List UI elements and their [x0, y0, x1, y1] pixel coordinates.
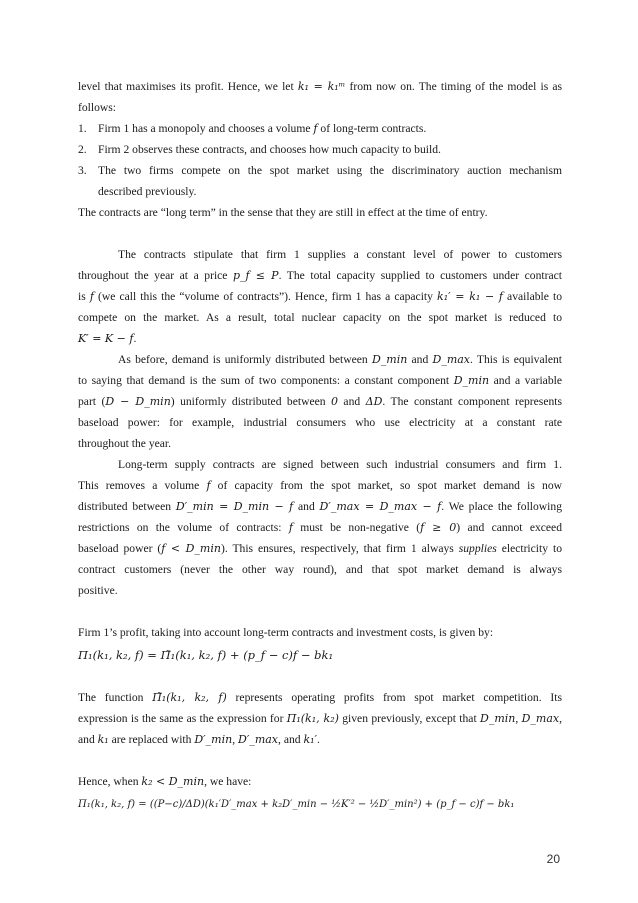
paragraph-4-line-4: baseload power: for example, industrial consumers who use electricity at a constant rate [78, 416, 562, 429]
math-k1-eq-k1m: k₁ = k₁ᵐ [297, 80, 346, 93]
paragraph-3-line-4: compete on the market. As a result, total nuclear capacity on the spot market is reduced to [78, 311, 562, 324]
paragraph-3-line-3: is f (we call this the “volume of contracts”). Hence, firm 1 has a capacity k₁′ = k₁ − f available to [78, 290, 563, 303]
paragraph-3-line-5: K′ = K − f. [78, 332, 137, 345]
paragraph-4-line-5: throughout the year. [78, 437, 172, 450]
list-item-continuation: described previously. [98, 185, 197, 198]
paragraph-3-line-1: The contracts stipulate that firm 1 supplies a constant level of power to customers [118, 248, 562, 261]
paragraph-6: Firm 1’s profit, taking into account long-term contracts and investment costs, is given by: [78, 626, 494, 639]
page-number: 20 [546, 852, 560, 866]
paragraph-7-line-2: expression is the same as the expression for Π₁(k₁, k₂) given previously, except that D_min, D_max, [78, 712, 562, 725]
paragraph-5-line-3: distributed between D′_min = D_min − f and D′_max = D_max − f. We place the following [78, 500, 562, 513]
list-item: 3. The two firms compete on the spot market using the discriminatory auction mechanism [78, 164, 562, 177]
paragraph-5-line-6: contract customers (never the other way round), and that spot market demand is always [78, 563, 562, 576]
paragraph-1-line-1: level that maximises its profit. Hence, we let k₁ = k₁ᵐ from now on. The timing of the model is as [78, 80, 563, 93]
paragraph-4-line-3: part (D − D_min) uniformly distributed between 0 and ΔD. The constant component represents [78, 395, 562, 408]
paragraph-2: The contracts are “long term” in the sense that they are still in effect at the time of entry. [78, 206, 488, 219]
list-item: 2. Firm 2 observes these contracts, and chooses how much capacity to build. [78, 143, 441, 156]
paragraph-5-line-2: This removes a volume f of capacity from the spot market, so spot market demand is now [78, 479, 562, 492]
equation-profit: Π₁(k₁, k₂, f) = Π̃₁(k₁, k₂, f) + (p_f − c)f − bk₁ [78, 648, 334, 662]
list-item: 1. Firm 1 has a monopoly and chooses a volume f of long-term contracts. [78, 122, 427, 135]
paragraph-4-line-2: to saying that demand is the sum of two components: a constant component D_min and a variable [78, 374, 562, 387]
paragraph-8: Hence, when k₂ < D_min, we have: [78, 775, 252, 788]
paragraph-5-line-7: positive. [78, 584, 118, 597]
paragraph-4-line-1: As before, demand is uniformly distributed between D_min and D_max. This is equivalent [118, 353, 562, 366]
paragraph-5-line-1: Long-term supply contracts are signed between such industrial consumers and firm 1. [118, 458, 562, 471]
paragraph-5-line-4: restrictions on the volume of contracts: f must be non-negative (f ≥ 0) and cannot exceed [78, 521, 562, 534]
paragraph-7-line-3: and k₁ are replaced with D′_min, D′_max, and k₁′. [78, 733, 320, 746]
paragraph-1-line-2: follows: [78, 101, 117, 114]
equation-profit-expanded: Π₁(k₁, k₂, f) = ((P−c)/ΔD)(k₁′D′_max + k₂D′_min − ½K′² − ½D′_min²) + (p_f − c)f − bk₁ [78, 799, 515, 810]
paragraph-7-line-1: The function Π̃₁(k₁, k₂, f) represents operating profits from spot market competition. Its [78, 691, 562, 704]
paragraph-3-line-2: throughout the year at a price p_f ≤ P. The total capacity supplied to customers under contract [78, 269, 562, 282]
paragraph-5-line-5: baseload power (f < D_min). This ensures, respectively, that firm 1 always supplies electricity to [78, 542, 562, 555]
